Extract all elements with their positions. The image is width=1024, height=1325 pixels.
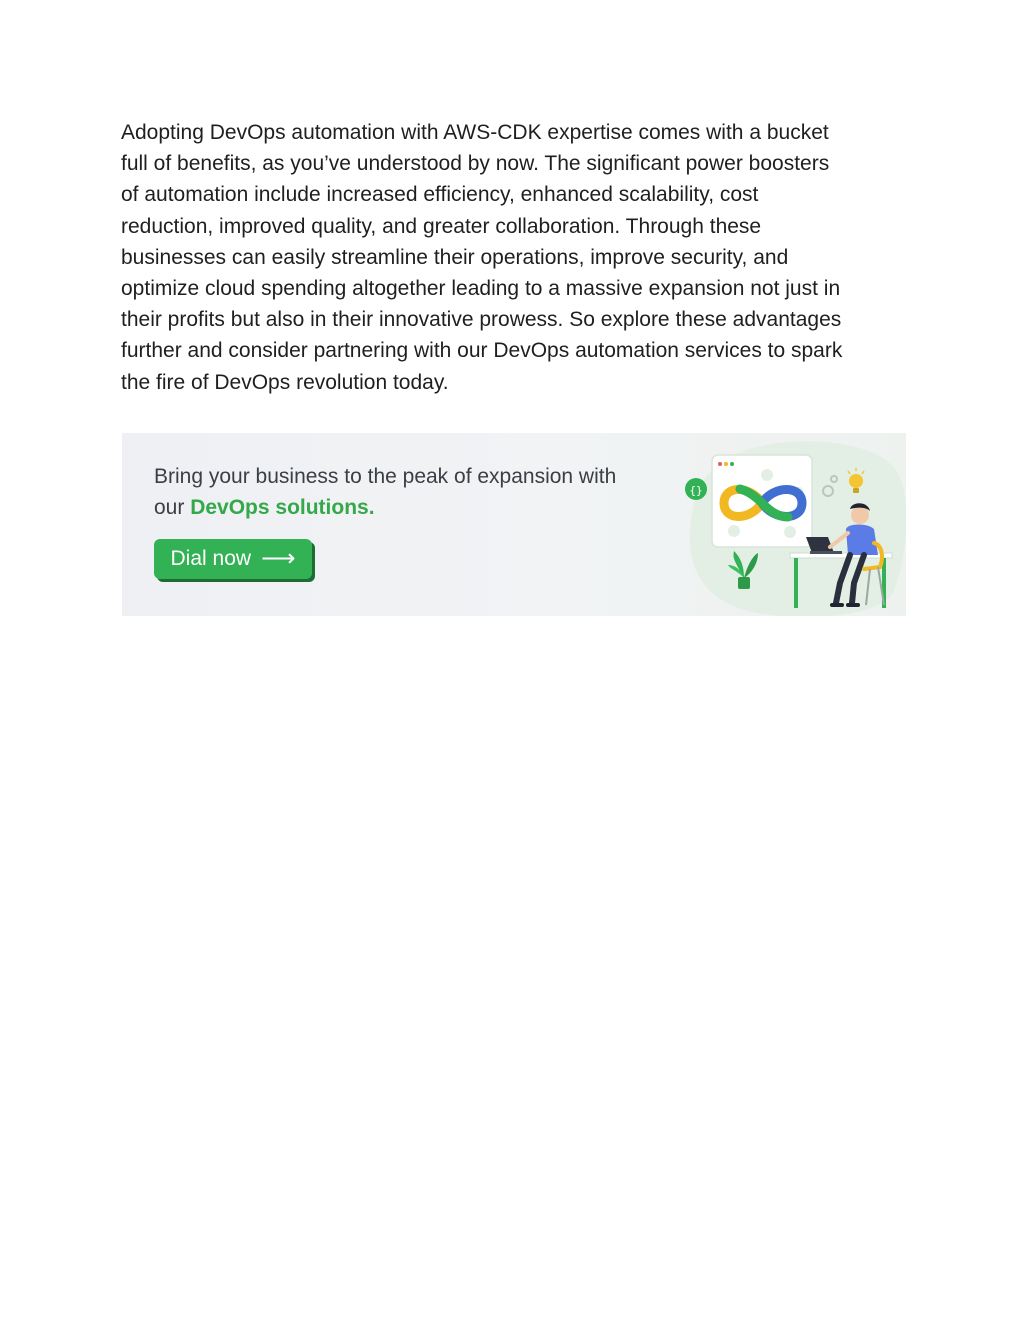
banner-headline-line1: Bring your business to the peak of expansion with: [154, 465, 617, 488]
dial-now-button[interactable]: [154, 539, 312, 579]
code-braces-glyph: {}: [689, 484, 703, 497]
paragraph-line: businesses can easily streamline their operations, improve security, and: [121, 245, 789, 269]
dial-now-label: Dial now: [170, 547, 252, 570]
banner-headline-line2: [154, 492, 674, 523]
banner-headline-prefix: our: [154, 496, 191, 519]
banner-headline-highlight: DevOps solutions.: [190, 496, 375, 519]
paragraph-line: Adopting DevOps automation with AWS-CDK expertise comes with a bucket: [121, 121, 829, 144]
code-braces-icon: [685, 478, 707, 500]
body-paragraph: [121, 117, 921, 398]
paragraph-line: optimize cloud spending altogether leading to a massive expansion not just in: [121, 277, 841, 301]
paragraph-line: the fire of DevOps revolution today.: [121, 370, 449, 394]
paragraph-line: reduction, improved quality, and greater collaboration. Through these: [121, 214, 762, 238]
devops-promo-banner[interactable]: [122, 433, 906, 616]
paragraph-line: of automation include increased efficiency, enhanced scalability, cost: [121, 183, 759, 207]
banner-headline: [154, 461, 674, 523]
paragraph-line: further and consider partnering with our DevOps automation services to spark: [121, 339, 843, 363]
arrow-right-icon: ⟶: [261, 545, 296, 572]
paragraph-line: full of benefits, as you’ve understood by now. The significant power boosters: [121, 152, 830, 176]
paragraph-line: their profits but also in their innovative prowess. So explore these advantages: [121, 308, 842, 332]
devops-illustration: [678, 433, 906, 616]
